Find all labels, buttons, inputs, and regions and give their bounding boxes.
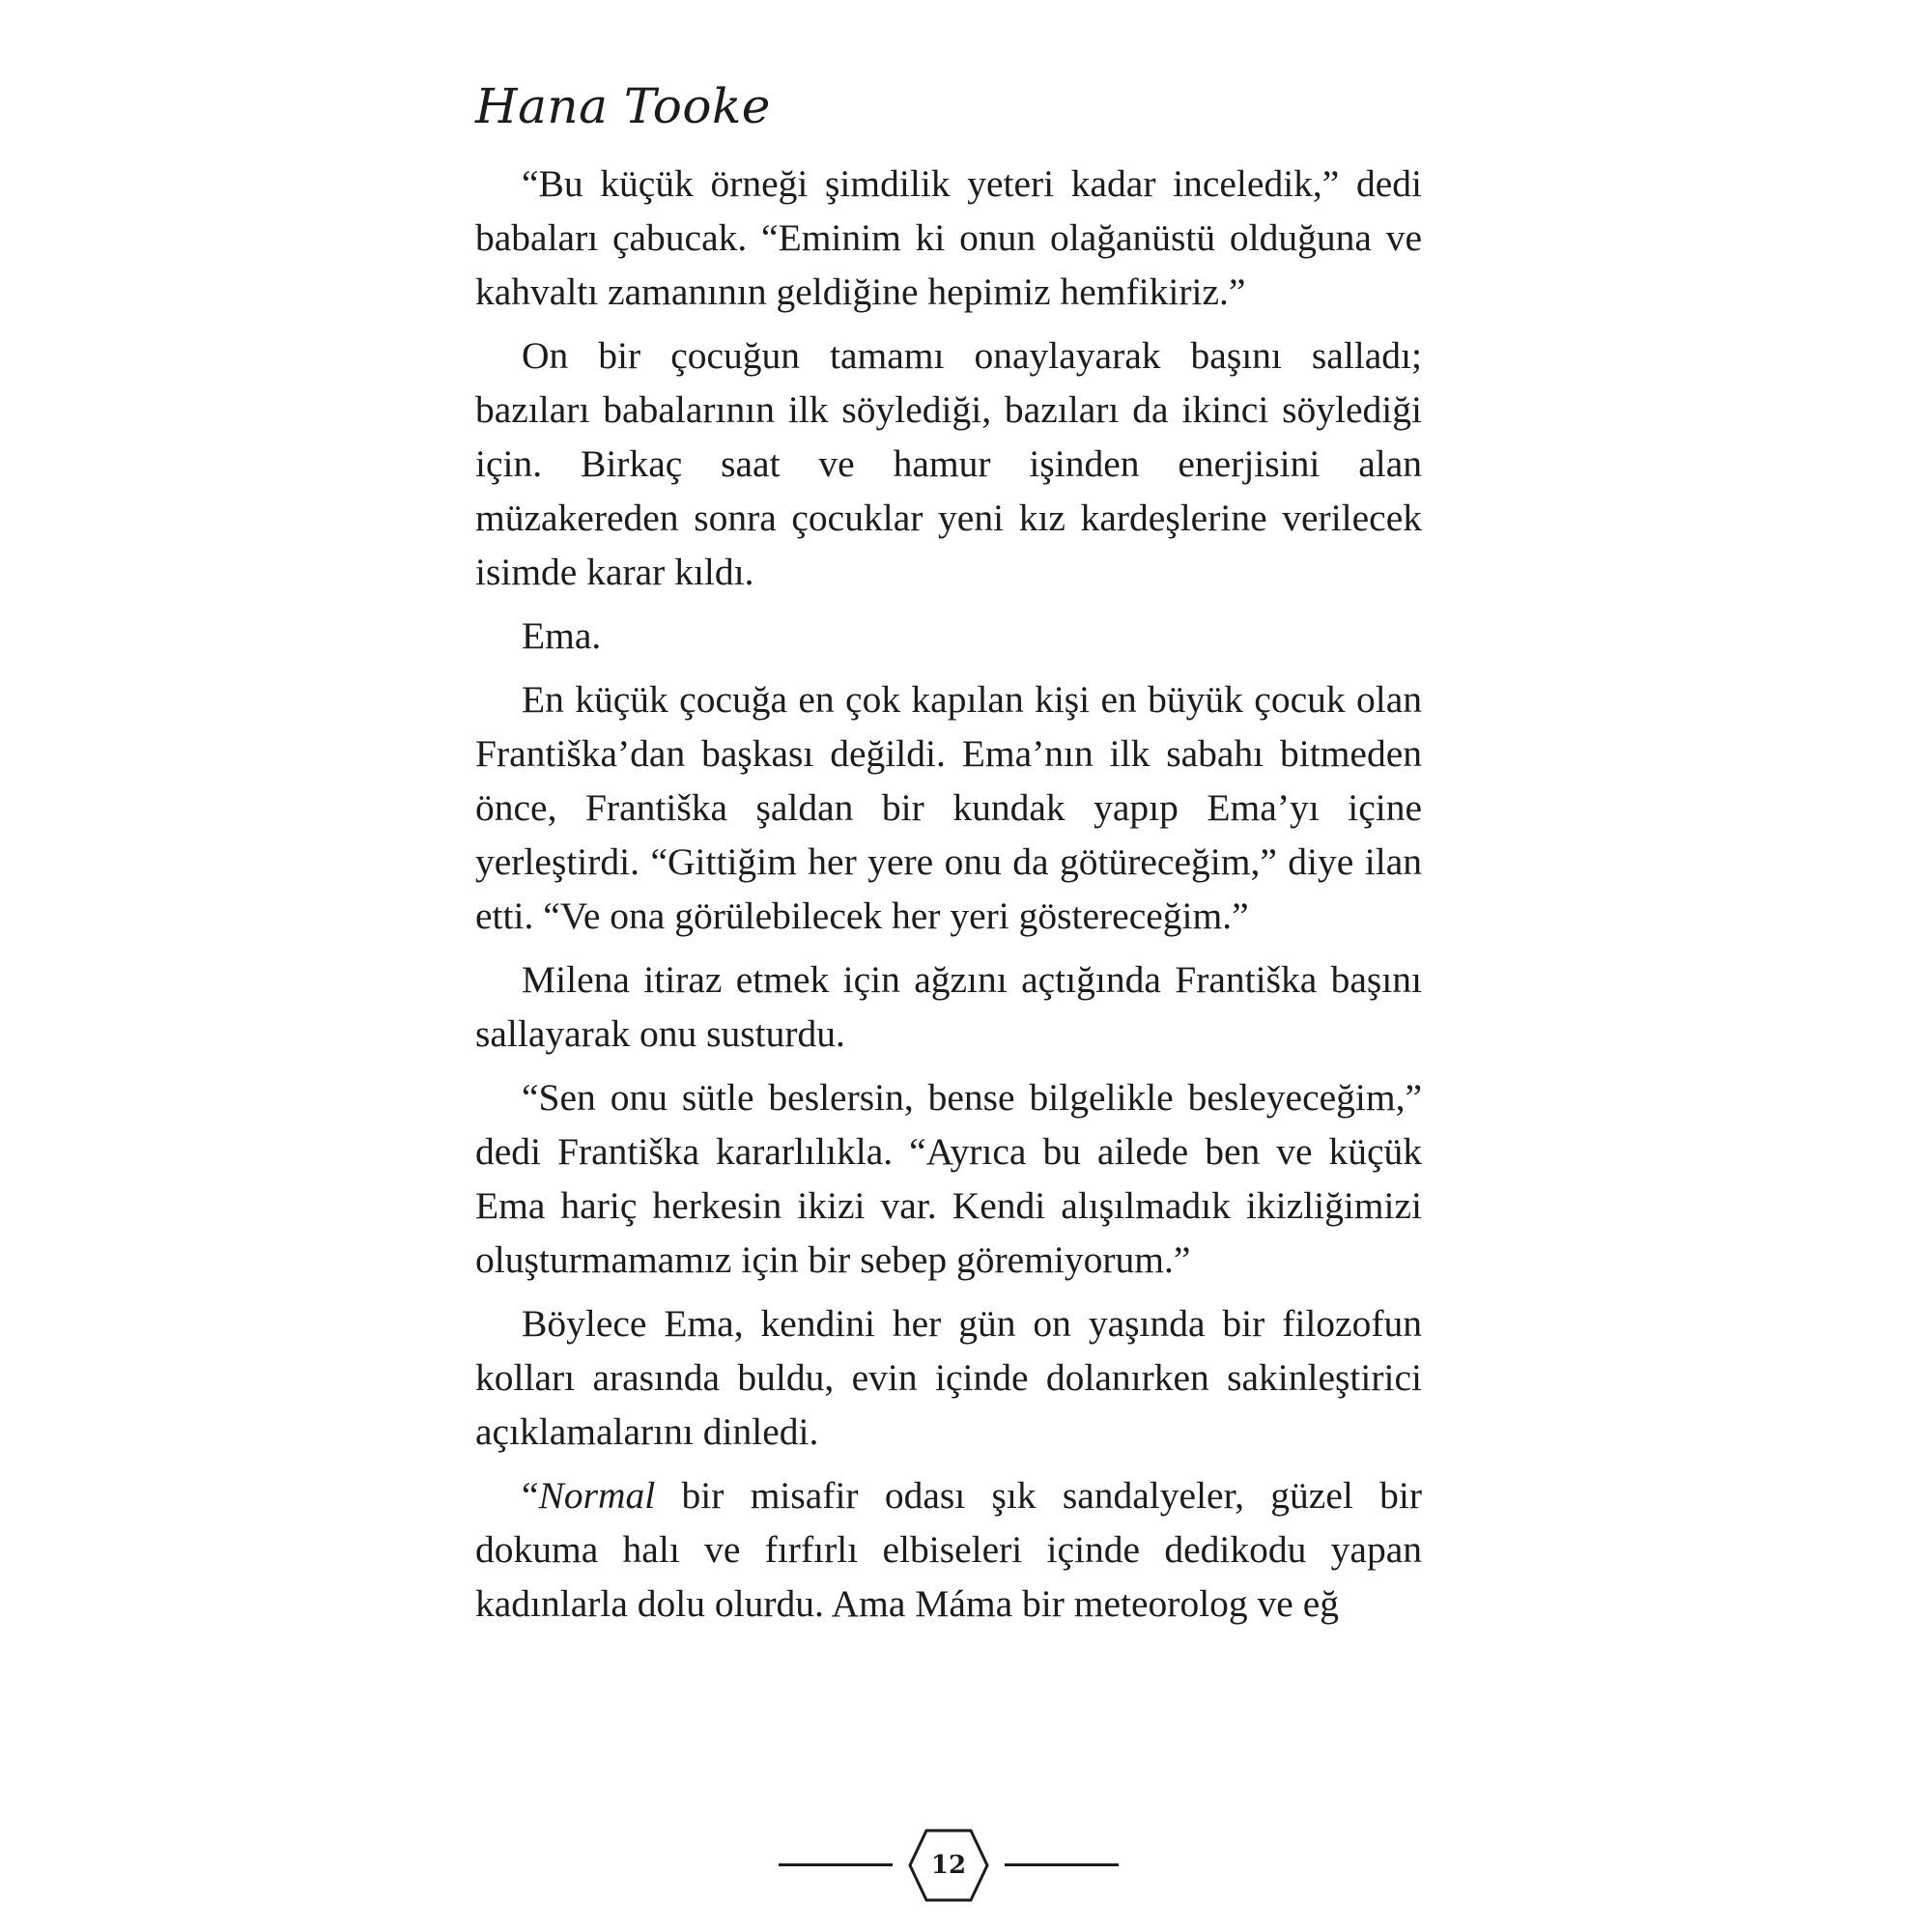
paragraph-5: Milena itiraz etmek için ağzını açtığında Františka başını sallayarak onu susturdu. (475, 958, 1422, 1055)
footer-rule-left (779, 1863, 893, 1866)
page-number: 12 (930, 1851, 967, 1880)
paragraph-8 (475, 1468, 1422, 1631)
paragraph-8-italic-word: Normal (538, 1474, 656, 1517)
page-number-badge (907, 1828, 990, 1903)
paragraph-4: En küçük çocuğa en çok kapılan kişi en büyük çocuk olan Františka’dan başkası değildi. Ema’nın ilk sabahı bitmeden önce, Františka şaldan bir kundak yapıp Ema’yı içine yerleştirdi. “Gittiğim her yere onu da götüreceğim,” diye ilan etti. “Ve ona görülebilecek her yeri göstereceğim.” (475, 678, 1422, 937)
paragraph-6: “Sen onu sütle beslersin, bense bilgelikle besleyeceğim,” dedi Františka kararlılıkla. “Ayrıca bu ailede ben ve küçük Ema hariç herkesin ikizi var. Kendi alışılmadık ikizliğimizi oluşturmamamız için bir sebep göremiyorum.” (475, 1076, 1422, 1281)
paragraph-3: Ema. (522, 614, 602, 657)
running-header-author: Hana Tooke (475, 78, 771, 134)
paragraph-1: “Bu küçük örneği şimdilik yeteri kadar inceledik,” dedi babaları çabucak. “Eminim ki onun olağanüstü olduğuna ve kahvaltı zamanının geldiğine hepimiz hemfikiriz.” (475, 162, 1422, 313)
paragraph-8-rest: bir misafir odası şık sandalyeler, güzel bir dokuma halı ve fırfırlı elbiseleri içinde dedikodu yapan kadınlarla dolu olurdu. Ama Máma bir meteorolog ve eğ (475, 1474, 1422, 1625)
paragraph-2: On bir çocuğun tamamı onaylayarak başını salladı; bazıları babalarının ilk söylediği, bazıları da ikinci söylediği için. Birkaç saat ve hamur işinden enerjisini alan müzakereden sonra çocuklar yeni kız kardeşlerine verilecek isimde karar kıldı. (475, 334, 1422, 593)
footer-rule-right (1005, 1863, 1119, 1866)
book-page (475, 77, 1422, 1874)
paragraph-8-open-quote: “ (522, 1474, 539, 1517)
paragraph-7: Böylece Ema, kendini her gün on yaşında bir filozofun kolları arasında buldu, evin içinde dolanırken sakinleştirici açıklamalarını dinledi. (475, 1302, 1422, 1453)
